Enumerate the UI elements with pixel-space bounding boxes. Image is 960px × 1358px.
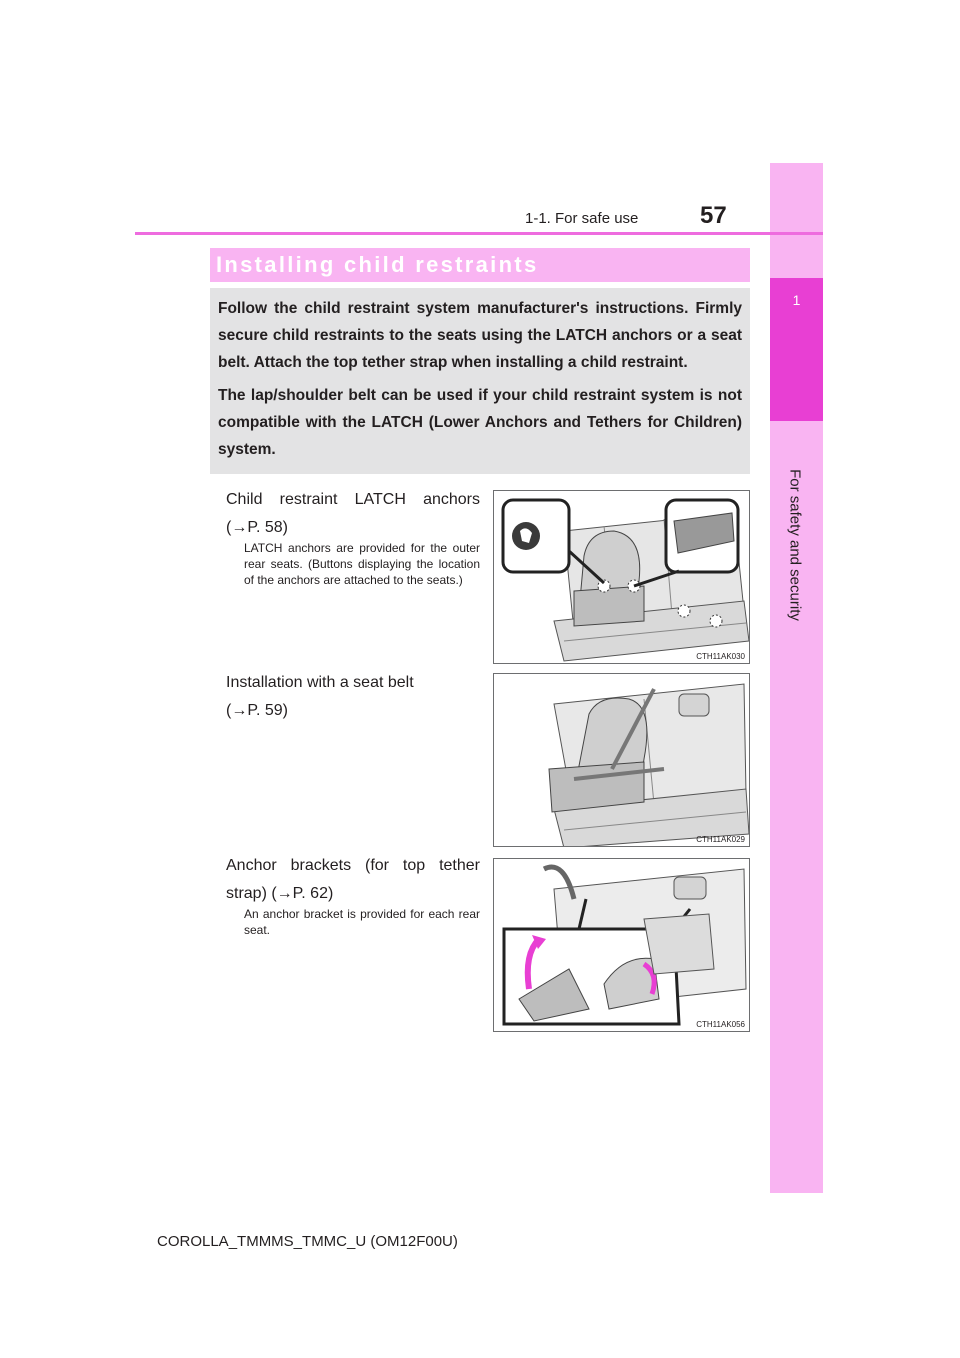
item-brackets-description: An anchor bracket is provided for each rear seat.: [244, 907, 480, 937]
figure-anchor-brackets: [493, 858, 750, 1032]
intro-box: [210, 288, 750, 474]
section-label: 1-1. For safe use: [525, 210, 639, 227]
figure-latch-code: CTH11AK030: [696, 652, 745, 661]
footer-doc-id: COROLLA_TMMMS_TMMC_U (OM12F00U): [157, 1233, 458, 1250]
item-latch-page-ref: (→P. 58): [226, 519, 288, 536]
item-brackets-title-line1: Anchor brackets (for top tether: [226, 857, 480, 874]
section-title: Installing child restraints: [216, 252, 539, 277]
figure-brackets-code: CTH11AK056: [696, 1020, 745, 1029]
item-seatbelt-title: [226, 669, 480, 725]
section-title-bar: [210, 248, 750, 282]
intro-paragraph-1: Follow the child restraint system manufacturer's instructions. Firmly secure child restraints to the seats using the LATCH anchors or a seat belt. Attach the top tether strap when installing a child restraint.: [218, 300, 742, 371]
item-latch-title-line1: Child restraint LATCH anchors: [226, 491, 480, 508]
seat-belt-illustration: [494, 674, 750, 847]
item-brackets-title-line2: strap) (→P. 62): [226, 885, 334, 902]
item-latch-title: [226, 486, 480, 542]
figure-seat-belt: [493, 673, 750, 847]
page-number: 57: [700, 202, 727, 229]
item-seatbelt-page-ref: (→P. 59): [226, 702, 288, 719]
header-rule: [135, 232, 823, 235]
figure-seatbelt-code: CTH11AK029: [696, 835, 745, 844]
chapter-number: 1: [792, 292, 801, 308]
chapter-title-vertical: [780, 440, 810, 650]
item-latch-description: LATCH anchors are provided for the outer rear seats. (Buttons displaying the location of the anchors are attached to the seats.): [244, 541, 480, 587]
item-seatbelt-title-line1: Installation with a seat belt: [226, 674, 414, 691]
anchor-brackets-illustration: [494, 859, 750, 1032]
item-brackets-title: [226, 852, 480, 908]
latch-anchors-illustration: [494, 491, 750, 664]
intro-paragraph-2: The lap/shoulder belt can be used if your child restraint system is not compatible with the LATCH (Lower Anchors and Tethers for Children) system.: [218, 387, 742, 458]
chapter-title: For safety and security: [786, 469, 804, 621]
figure-latch-anchors: [493, 490, 750, 664]
